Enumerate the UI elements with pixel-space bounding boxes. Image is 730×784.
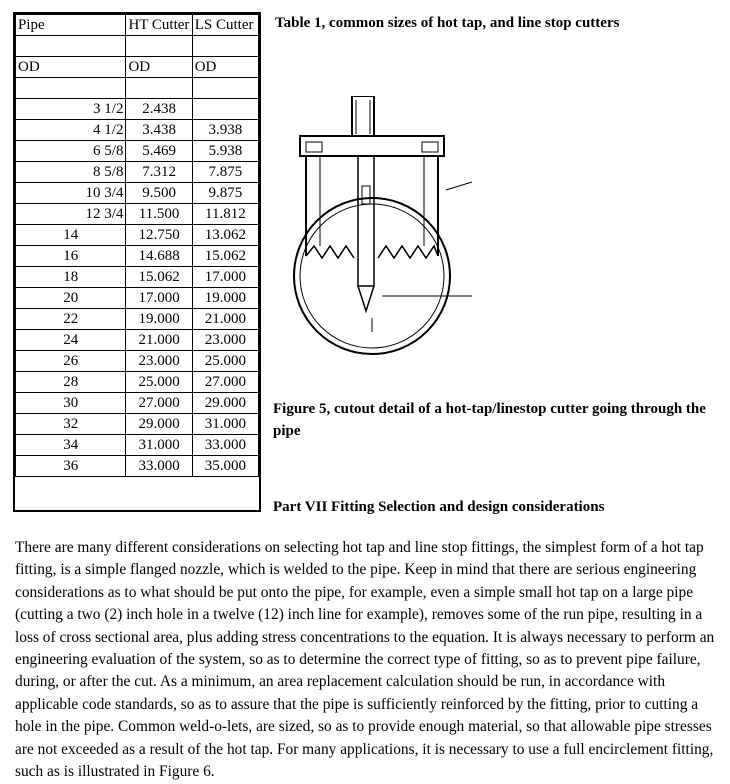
- pilot-shaft: [358, 156, 374, 286]
- pipe-size-cell: 22: [16, 309, 126, 330]
- table-row: [16, 141, 259, 162]
- ls-cutter-cell: 15.062: [192, 246, 258, 267]
- header-ls-cutter: LS Cutter: [192, 15, 258, 36]
- ls-cutter-cell: 19.000: [192, 288, 258, 309]
- ls-cutter-cell: 25.000: [192, 351, 258, 372]
- table-row: [16, 372, 259, 393]
- ht-cutter-cell: 15.062: [126, 267, 192, 288]
- ls-cutter-cell: 31.000: [192, 414, 258, 435]
- ls-cutter-cell: 5.938: [192, 141, 258, 162]
- ht-cutter-cell: 33.000: [126, 456, 192, 477]
- body-paragraph: There are many different considerations on selecting hot tap and line stop fittings, the simplest form of a hot tap fitting, is a simple flanged nozzle, which is welded to the pipe. Keep in mind that there are serious engineering considerations as to what should be put onto the pipe, for example, even a simple small hot tap on a large pipe (cutting a two (2) inch hole in a twelve (12) inch line for example), removes some of the run pipe, resulting in a loss of cross sectional area, plus adding stress concentrations to the equation. It is always necessary to perform an engineering evaluation of the system, so as to determine the correct type of fitting, so as to prevent pipe failure, during, or after the cut. As a minimum, an area replacement calculation should be run, in accordance with applicable code standards, so as to assure that the pipe is sufficiently reinforced by the fitting, prior to cutting a hole in the pipe. Common weld-o-lets, are sized, so as to provide enough material, so that allowable pipe stresses are not exceeded as a result of the hot tap. For many applications, it is necessary to use a full encirclement fitting, such as is illustrated in Figure 6.: [15, 539, 715, 781]
- header-ht-cutter: HT Cutter: [126, 15, 192, 36]
- ls-cutter-cell: 29.000: [192, 393, 258, 414]
- ht-cutter-cell: 5.469: [126, 141, 192, 162]
- ht-cutter-cell: 9.500: [126, 183, 192, 204]
- spacer-row: [16, 36, 259, 57]
- ht-cutter-cell: 14.688: [126, 246, 192, 267]
- unit-pipe: OD: [16, 57, 126, 78]
- ht-cutter-cell: 23.000: [126, 351, 192, 372]
- table-row: [16, 246, 259, 267]
- cutter-table: [15, 14, 259, 477]
- pipe-size-cell: 20: [16, 288, 126, 309]
- spacer-row: [16, 78, 259, 99]
- ht-cutter-cell: 31.000: [126, 435, 192, 456]
- pipe-size-cell: 34: [16, 435, 126, 456]
- table-row: [16, 456, 259, 477]
- cutter-size-table: [13, 12, 261, 512]
- units-row: [16, 57, 259, 78]
- ls-cutter-cell: 13.062: [192, 225, 258, 246]
- table-row: [16, 393, 259, 414]
- ls-cutter-cell: 27.000: [192, 372, 258, 393]
- pipe-size-cell: 26: [16, 351, 126, 372]
- table-row: [16, 120, 259, 141]
- unit-ht: OD: [126, 57, 192, 78]
- ls-cutter-cell: 17.000: [192, 267, 258, 288]
- ht-cutter-cell: 3.438: [126, 120, 192, 141]
- ht-cutter-cell: 2.438: [126, 99, 192, 120]
- ht-cutter-cell: 7.312: [126, 162, 192, 183]
- pipe-size-cell: 16: [16, 246, 126, 267]
- ht-cutter-cell: 25.000: [126, 372, 192, 393]
- ht-cutter-cell: 21.000: [126, 330, 192, 351]
- unit-ls: OD: [192, 57, 258, 78]
- ls-cutter-cell: 35.000: [192, 456, 258, 477]
- ls-cutter-cell: 7.875: [192, 162, 258, 183]
- cutter-teeth: [306, 246, 438, 258]
- ls-cutter-cell: 21.000: [192, 309, 258, 330]
- pipe-size-cell: 28: [16, 372, 126, 393]
- pipe-size-cell: 12 3/4: [16, 204, 126, 225]
- table-row: [16, 267, 259, 288]
- header-row: [16, 15, 259, 36]
- pipe-size-cell: 4 1/2: [16, 120, 126, 141]
- pipe-size-cell: 32: [16, 414, 126, 435]
- ht-cutter-cell: 17.000: [126, 288, 192, 309]
- pipe-size-cell: 8 5/8: [16, 162, 126, 183]
- ls-cutter-cell: [192, 99, 258, 120]
- cutter-walls: [306, 156, 438, 256]
- pipe-size-cell: 6 5/8: [16, 141, 126, 162]
- header-pipe: Pipe: [16, 15, 126, 36]
- table-row: [16, 435, 259, 456]
- table-row: [16, 183, 259, 204]
- pipe-size-cell: 10 3/4: [16, 183, 126, 204]
- table-row: [16, 330, 259, 351]
- ht-cutter-cell: 12.750: [126, 225, 192, 246]
- table-row: [16, 351, 259, 372]
- pipe-size-cell: 36: [16, 456, 126, 477]
- table-caption: Table 1, common sizes of hot tap, and line stop cutters: [275, 15, 620, 31]
- table-row: [16, 225, 259, 246]
- pipe-size-cell: 24: [16, 330, 126, 351]
- section-heading: Part VII Fitting Selection and design considerations: [273, 499, 605, 515]
- ls-cutter-cell: 23.000: [192, 330, 258, 351]
- table-row: [16, 162, 259, 183]
- ls-cutter-cell: 33.000: [192, 435, 258, 456]
- table-row: [16, 309, 259, 330]
- table-row: [16, 414, 259, 435]
- pilot-bit: [358, 286, 374, 311]
- upper-shaft: [352, 96, 374, 136]
- pipe-size-cell: 30: [16, 393, 126, 414]
- table-row: [16, 288, 259, 309]
- ht-cutter-cell: 27.000: [126, 393, 192, 414]
- ls-cutter-cell: 9.875: [192, 183, 258, 204]
- ht-cutter-cell: 19.000: [126, 309, 192, 330]
- ht-cutter-cell: 11.500: [126, 204, 192, 225]
- ht-cutter-cell: 29.000: [126, 414, 192, 435]
- pipe-size-cell: 18: [16, 267, 126, 288]
- pipe-size-cell: 3 1/2: [16, 99, 126, 120]
- hot-tap-cutter-figure: [286, 96, 476, 366]
- table-row: [16, 204, 259, 225]
- figure-caption: Figure 5, cutout detail of a hot-tap/linestop cutter going through the pipe: [273, 401, 706, 439]
- pipe-size-cell: 14: [16, 225, 126, 246]
- ls-cutter-cell: 3.938: [192, 120, 258, 141]
- table-row: [16, 99, 259, 120]
- ls-cutter-cell: 11.812: [192, 204, 258, 225]
